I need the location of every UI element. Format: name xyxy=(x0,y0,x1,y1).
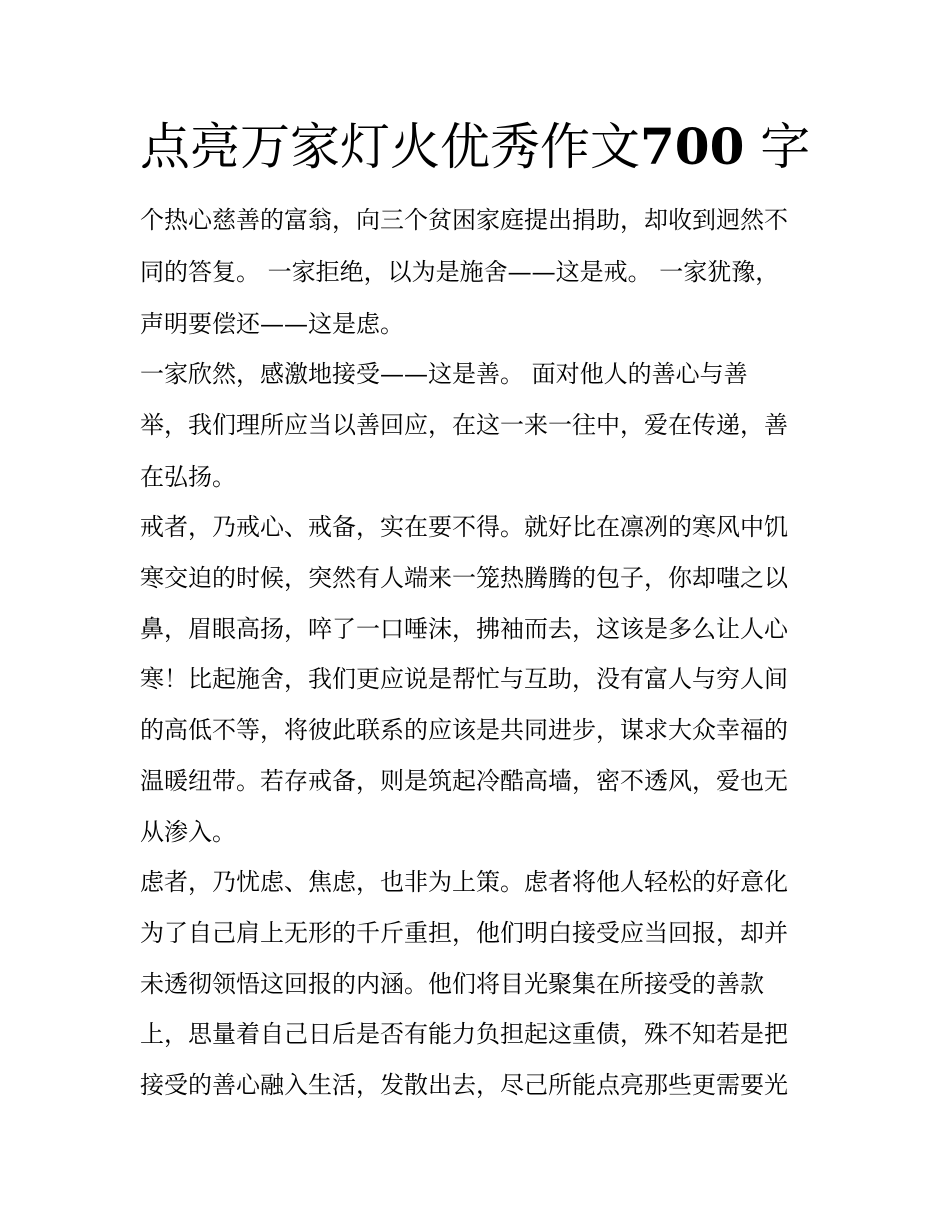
document-title xyxy=(140,114,810,180)
text-line: 戒者，乃戒心、戒备，实在要不得。就好比在凛冽的寒风中饥 xyxy=(140,513,788,541)
text-line: 上，思量着自己日后是否有能力负担起这重债，殊不知若是把 xyxy=(140,1020,788,1048)
text-line: 同的答复。 一家拒绝，以为是施舍——这是戒。 一家犹豫， xyxy=(140,258,780,286)
text-line: 寒交迫的时候，突然有人端来一笼热腾腾的包子，你却嗤之以 xyxy=(140,564,788,592)
text-line: 虑者，乃忧虑、焦虑，也非为上策。虑者将他人轻松的好意化 xyxy=(140,868,788,896)
text-line: 个热心慈善的富翁，向三个贫困家庭提出捐助，却收到迥然不 xyxy=(140,206,788,234)
text-line: 鼻，眉眼高扬，啐了一口唾沫，拂袖而去，这该是多么让人心 xyxy=(140,615,788,643)
text-line: 的高低不等，将彼此联系的应该是共同进步，谋求大众幸福的 xyxy=(140,716,788,744)
text-line: 温暖纽带。若存戒备，则是筑起冷酷高墙，密不透风，爱也无 xyxy=(140,767,788,795)
text-line: 为了自己肩上无形的千斤重担，他们明白接受应当回报，却并 xyxy=(140,919,788,947)
text-line: 在弘扬。 xyxy=(140,463,236,491)
text-line: 从渗入。 xyxy=(140,818,236,846)
title-number: 700 xyxy=(640,117,745,176)
text-line: 声明要偿还——这是虑。 xyxy=(140,310,404,338)
text-line: 一家欣然，感激地接受——这是善。 面对他人的善心与善 xyxy=(140,360,748,388)
text-line: 接受的善心融入生活，发散出去，尽己所能点亮那些更需要光 xyxy=(140,1071,788,1099)
title-suffix: 字 xyxy=(760,118,811,176)
text-line: 未透彻领悟这回报的内涵。他们将目光聚集在所接受的善款 xyxy=(140,970,764,998)
text-line: 举，我们理所应当以善回应，在这一来一往中，爱在传递，善 xyxy=(140,411,788,439)
text-line: 寒！比起施舍，我们更应说是帮忙与互助，没有富人与穷人间 xyxy=(140,665,788,693)
title-main: 点亮万家灯火优秀作文 xyxy=(140,118,640,176)
